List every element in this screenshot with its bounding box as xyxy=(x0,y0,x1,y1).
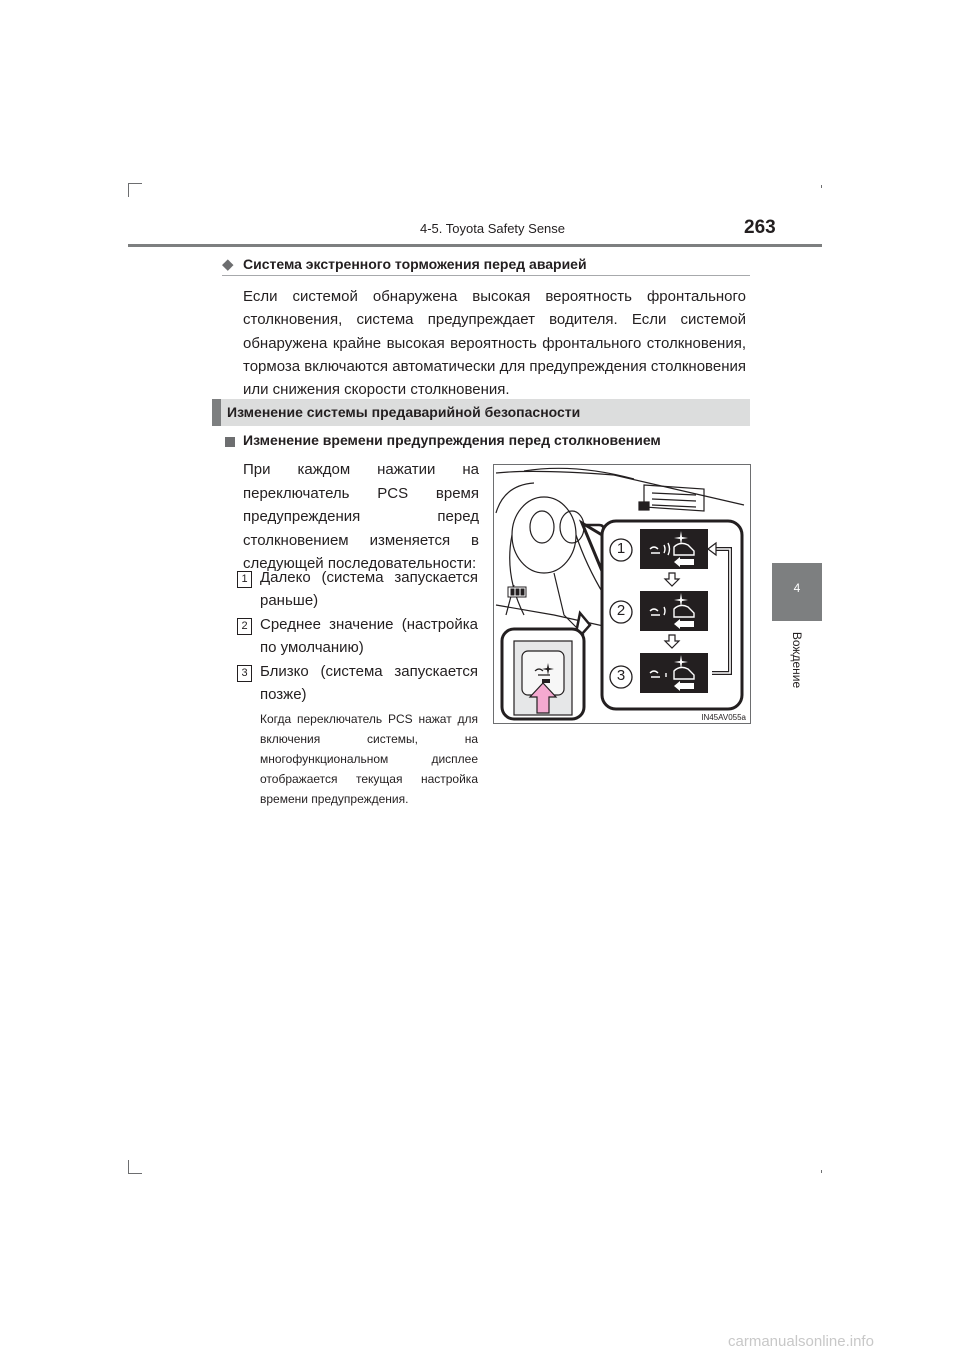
note-text: Когда переключатель PCS нажат для включения системы, на многофункциональном дисплее отображается текущая настройка времени предупреждения. xyxy=(260,712,478,806)
crop-mark xyxy=(128,183,129,197)
diamond-icon: ◆ xyxy=(222,256,234,273)
crop-mark xyxy=(821,185,822,188)
callout-number: 3 xyxy=(616,667,626,684)
option-number-badge: 3 xyxy=(237,665,252,682)
watermark: carmanualsonline.info xyxy=(728,1333,874,1350)
option-number-badge: 1 xyxy=(237,571,252,588)
subsection-paragraph: При каждом нажатии на переключатель PCS время предупреждения перед столкновением изменяется в следующей последовательности: xyxy=(243,461,479,573)
callout-number: 2 xyxy=(616,602,626,619)
crop-mark xyxy=(128,1160,129,1174)
section-heading: Система экстренного торможения перед аварией xyxy=(243,256,587,272)
pcs-switch-illustration xyxy=(493,464,751,724)
crop-mark xyxy=(128,1173,142,1174)
page-number: 263 xyxy=(744,217,776,238)
band-title: Изменение системы предаварийной безопасности xyxy=(227,404,581,420)
square-bullet-icon xyxy=(225,437,235,447)
band-marker xyxy=(212,399,221,426)
option-text: Близко (система запускается позже) xyxy=(260,663,478,704)
heading-rule xyxy=(222,275,750,276)
crop-mark xyxy=(821,1170,822,1173)
header-rule xyxy=(128,244,822,247)
option-text: Далеко (система запускается раньше) xyxy=(260,569,478,610)
callout-number: 1 xyxy=(616,540,626,557)
chapter-label xyxy=(771,630,823,690)
section-band xyxy=(212,399,750,426)
option-number-badge: 2 xyxy=(237,618,252,635)
chapter-name: Вождение xyxy=(790,631,804,689)
running-header: 4-5. Toyota Safety Sense xyxy=(420,221,566,236)
option-text: Среднее значение (настройка по умолчанию) xyxy=(260,616,478,657)
dashboard-drawing xyxy=(494,465,750,723)
crop-mark xyxy=(128,183,142,184)
chapter-number: 4 xyxy=(793,581,801,595)
figure-code: IN45AV055a xyxy=(701,713,746,722)
section-paragraph: Если системой обнаружена высокая вероятность фронтального столкновения, система предупреждает водителя. Если системой обнаружена крайне высокая вероятность фронтального столкновения, тормоза включаются автоматически для предупреждения столкновения или снижения скорости столкновения. xyxy=(243,288,746,399)
subsection-heading: Изменение времени предупреждения перед столкновением xyxy=(243,432,661,448)
chapter-tab xyxy=(772,563,822,621)
